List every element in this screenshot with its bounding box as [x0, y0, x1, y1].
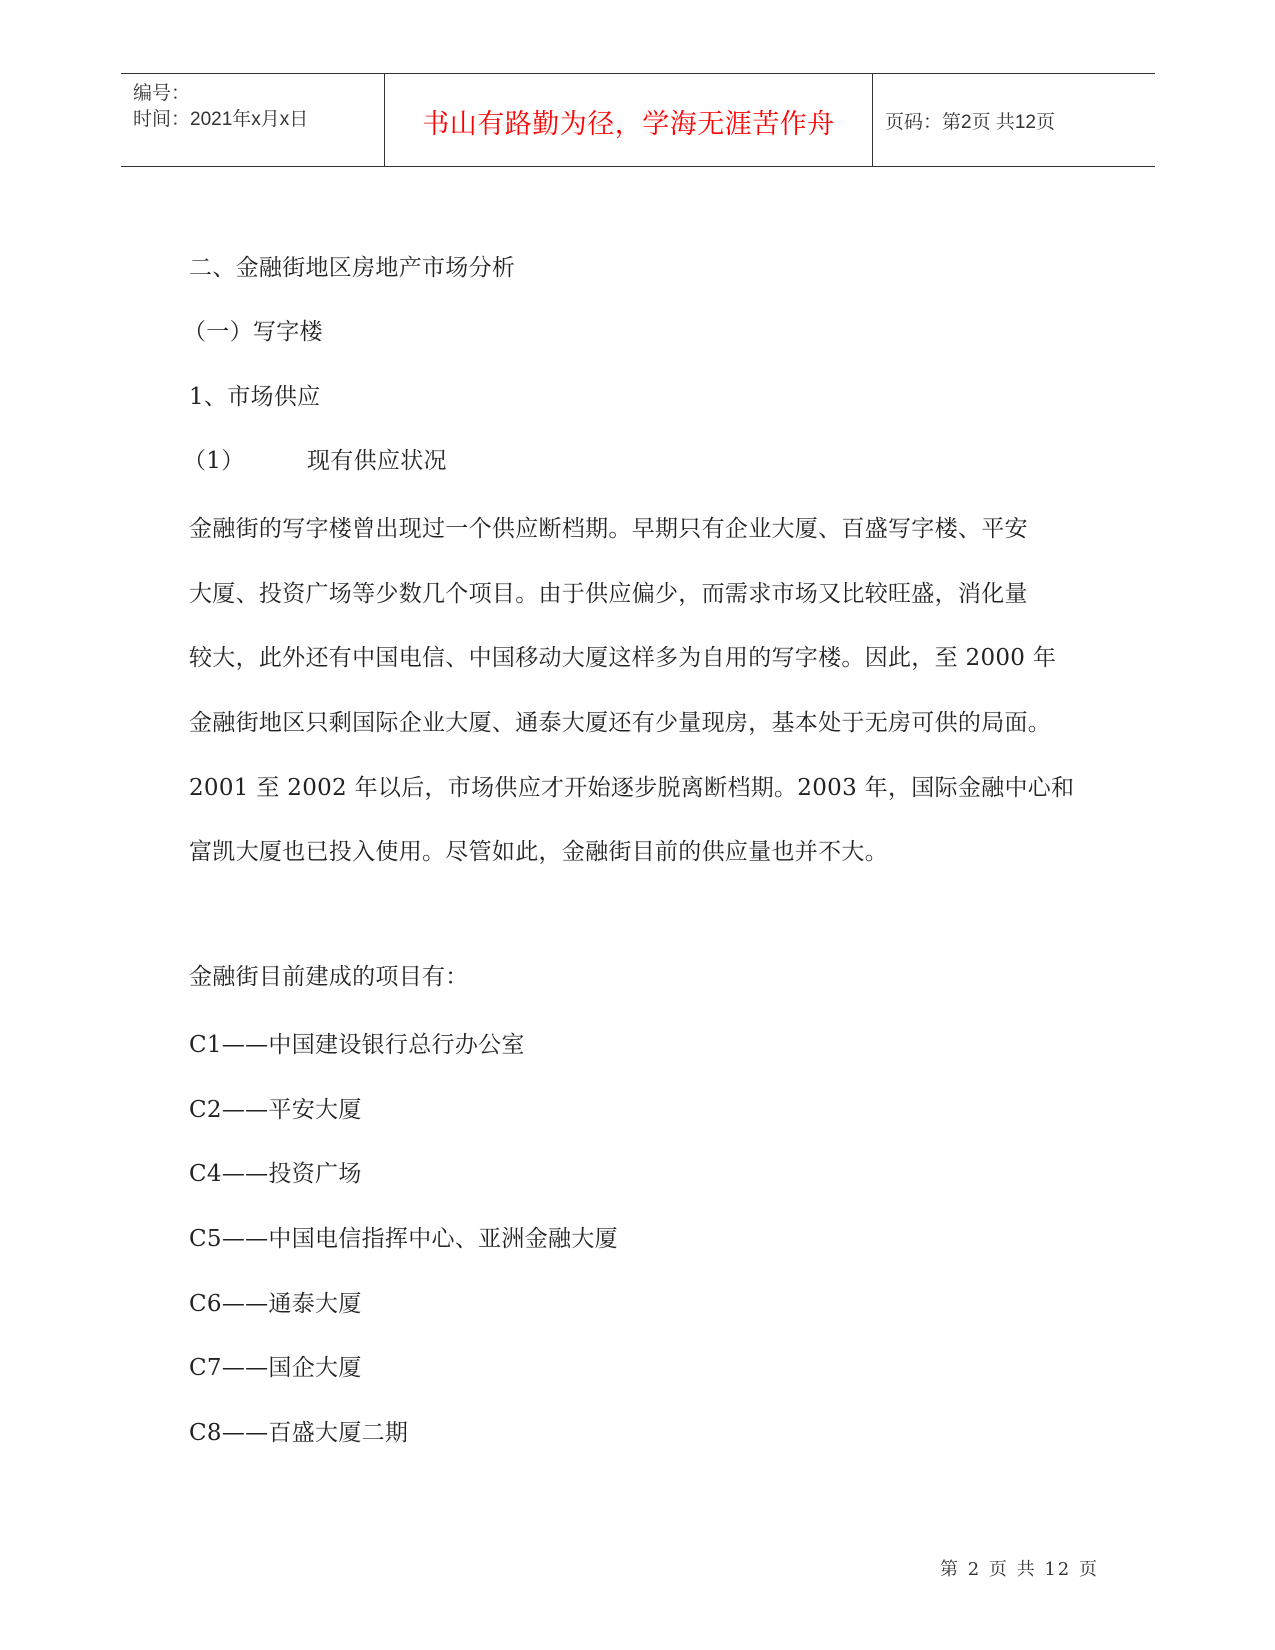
- sub-item-marker: （1）: [183, 448, 245, 474]
- paragraph-line: 大厦、投资广场等少数几个项目。由于供应偏少，而需求市场又比较旺盛，消化量: [189, 581, 1028, 607]
- paragraph-line: 金融街的写字楼曾出现过一个供应断档期。早期只有企业大厦、百盛写字楼、平安: [189, 516, 1028, 542]
- subsection-title: （一）写字楼: [183, 319, 323, 345]
- list-item: C8——百盛大厦二期: [189, 1420, 409, 1446]
- paragraph-line: 富凯大厦也已投入使用。尽管如此，金融街目前的供应量也并不大。: [189, 839, 888, 865]
- document-time-label: 时间：2021年x月x日: [133, 109, 309, 130]
- list-item: C7——国企大厦: [189, 1355, 362, 1381]
- sub-item-heading: [183, 446, 1103, 476]
- item-title: 1、市场供应: [189, 384, 321, 410]
- list-item: C5——中国电信指挥中心、亚洲金融大厦: [189, 1226, 618, 1252]
- document-header: [121, 73, 1155, 167]
- section-title: 二、金融街地区房地产市场分析: [189, 255, 516, 281]
- header-page-info-cell: [873, 74, 1155, 166]
- list-item: C2——平安大厦: [189, 1097, 362, 1123]
- list-item: C4——投资广场: [189, 1161, 362, 1187]
- header-meta: [121, 74, 385, 166]
- page-footer: 第 2 页 共 12 页: [940, 1559, 1099, 1580]
- list-item: C1——中国建设银行总行办公室: [189, 1032, 525, 1058]
- paragraph-line: 金融街地区只剩国际企业大厦、通泰大厦还有少量现房，基本处于无房可供的局面。: [189, 710, 1052, 736]
- header-page-info: 页码：第2页 共12页: [885, 111, 1055, 133]
- header-motto: 书山有路勤为径，学海无涯苦作舟: [422, 108, 835, 140]
- document-number-label: 编号：: [133, 83, 191, 104]
- sub-item-title: 现有供应状况: [307, 448, 447, 474]
- projects-intro: 金融街目前建成的项目有：: [189, 964, 469, 990]
- paragraph-line: 较大，此外还有中国电信、中国移动大厦这样多为自用的写字楼。因此，至 2000 年: [189, 645, 1057, 671]
- list-item: C6——通泰大厦: [189, 1291, 362, 1317]
- header-motto-cell: [385, 74, 873, 166]
- paragraph-line: 2001 至 2002 年以后，市场供应才开始逐步脱离断档期。2003 年，国际金融中心和: [189, 775, 1075, 801]
